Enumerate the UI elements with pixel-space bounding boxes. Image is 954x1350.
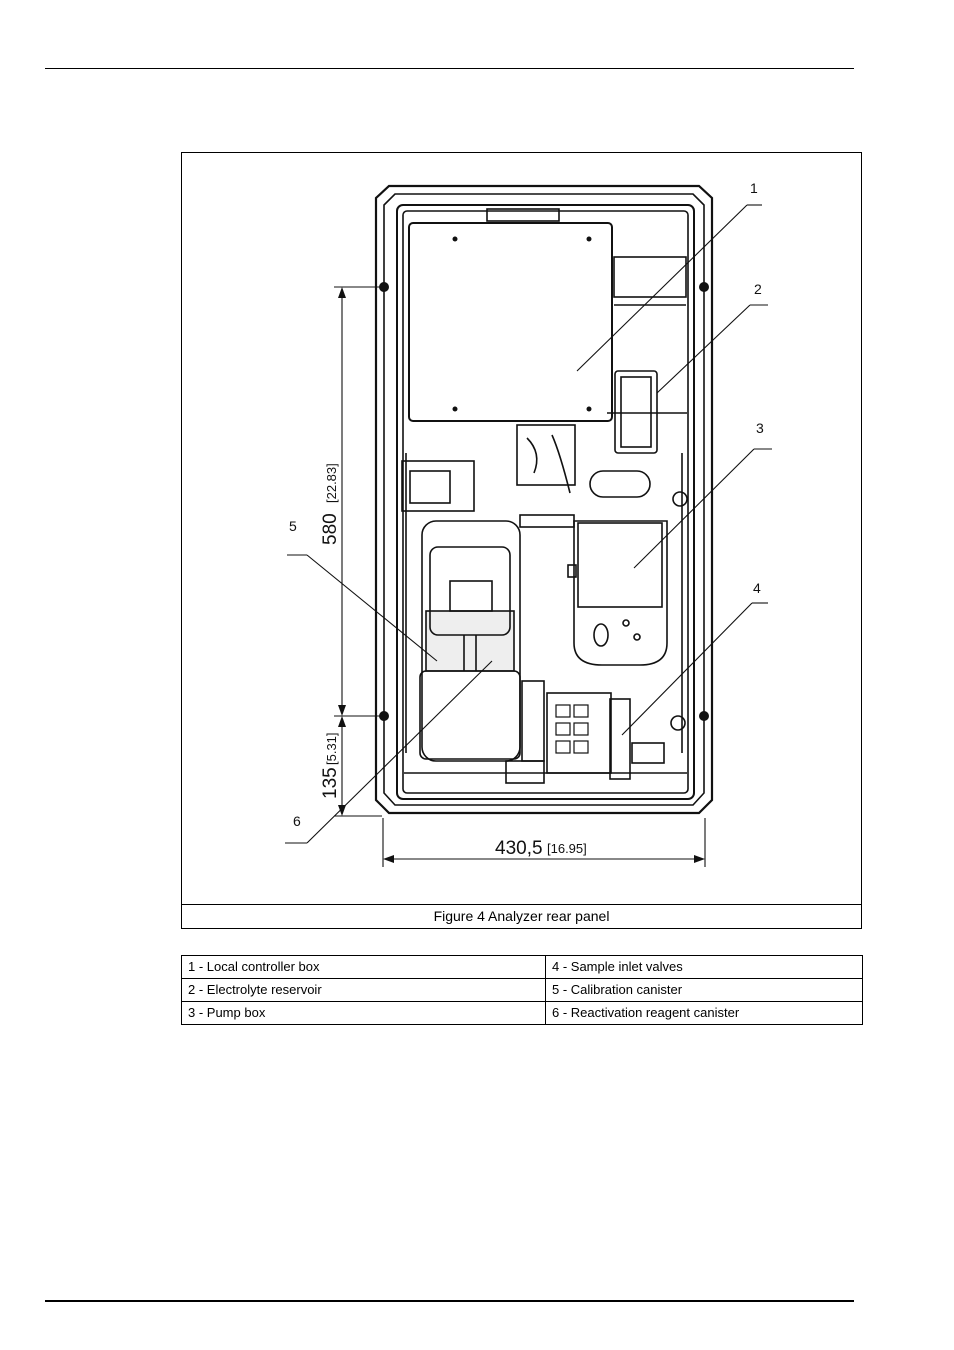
legend-cell: 6 - Reactivation reagent canister [546, 1002, 863, 1025]
dim-580-inch: [22.83] [324, 463, 339, 503]
legend-cell: 4 - Sample inlet valves [546, 956, 863, 979]
legend-row [182, 979, 863, 1002]
legend-cell: 1 - Local controller box [182, 956, 546, 979]
legend-cell: 5 - Calibration canister [546, 979, 863, 1002]
legend-cell: 3 - Pump box [182, 1002, 546, 1025]
header-rule [45, 68, 854, 69]
callout-3: 3 [756, 420, 764, 436]
callout-4: 4 [753, 580, 761, 596]
callout-6: 6 [293, 813, 301, 829]
callout-1: 1 [750, 180, 758, 196]
analyzer-rear-panel-drawing [182, 153, 861, 904]
footer-rule [45, 1300, 854, 1302]
dim-430: 430,5 [495, 838, 543, 859]
callout-2: 2 [754, 281, 762, 297]
callout-5: 5 [289, 518, 297, 534]
dim-135-inch: [5.31] [324, 732, 339, 765]
legend-row [182, 956, 863, 979]
dim-430-inch: [16.95] [547, 841, 587, 856]
legend-row [182, 1002, 863, 1025]
dim-580: 580 [320, 513, 341, 545]
figure-caption: Figure 4 Analyzer rear panel [182, 904, 861, 928]
legend-table [181, 955, 863, 1025]
dim-135: 135 [320, 767, 341, 799]
figure-frame [181, 152, 862, 929]
legend-cell: 2 - Electrolyte reservoir [182, 979, 546, 1002]
